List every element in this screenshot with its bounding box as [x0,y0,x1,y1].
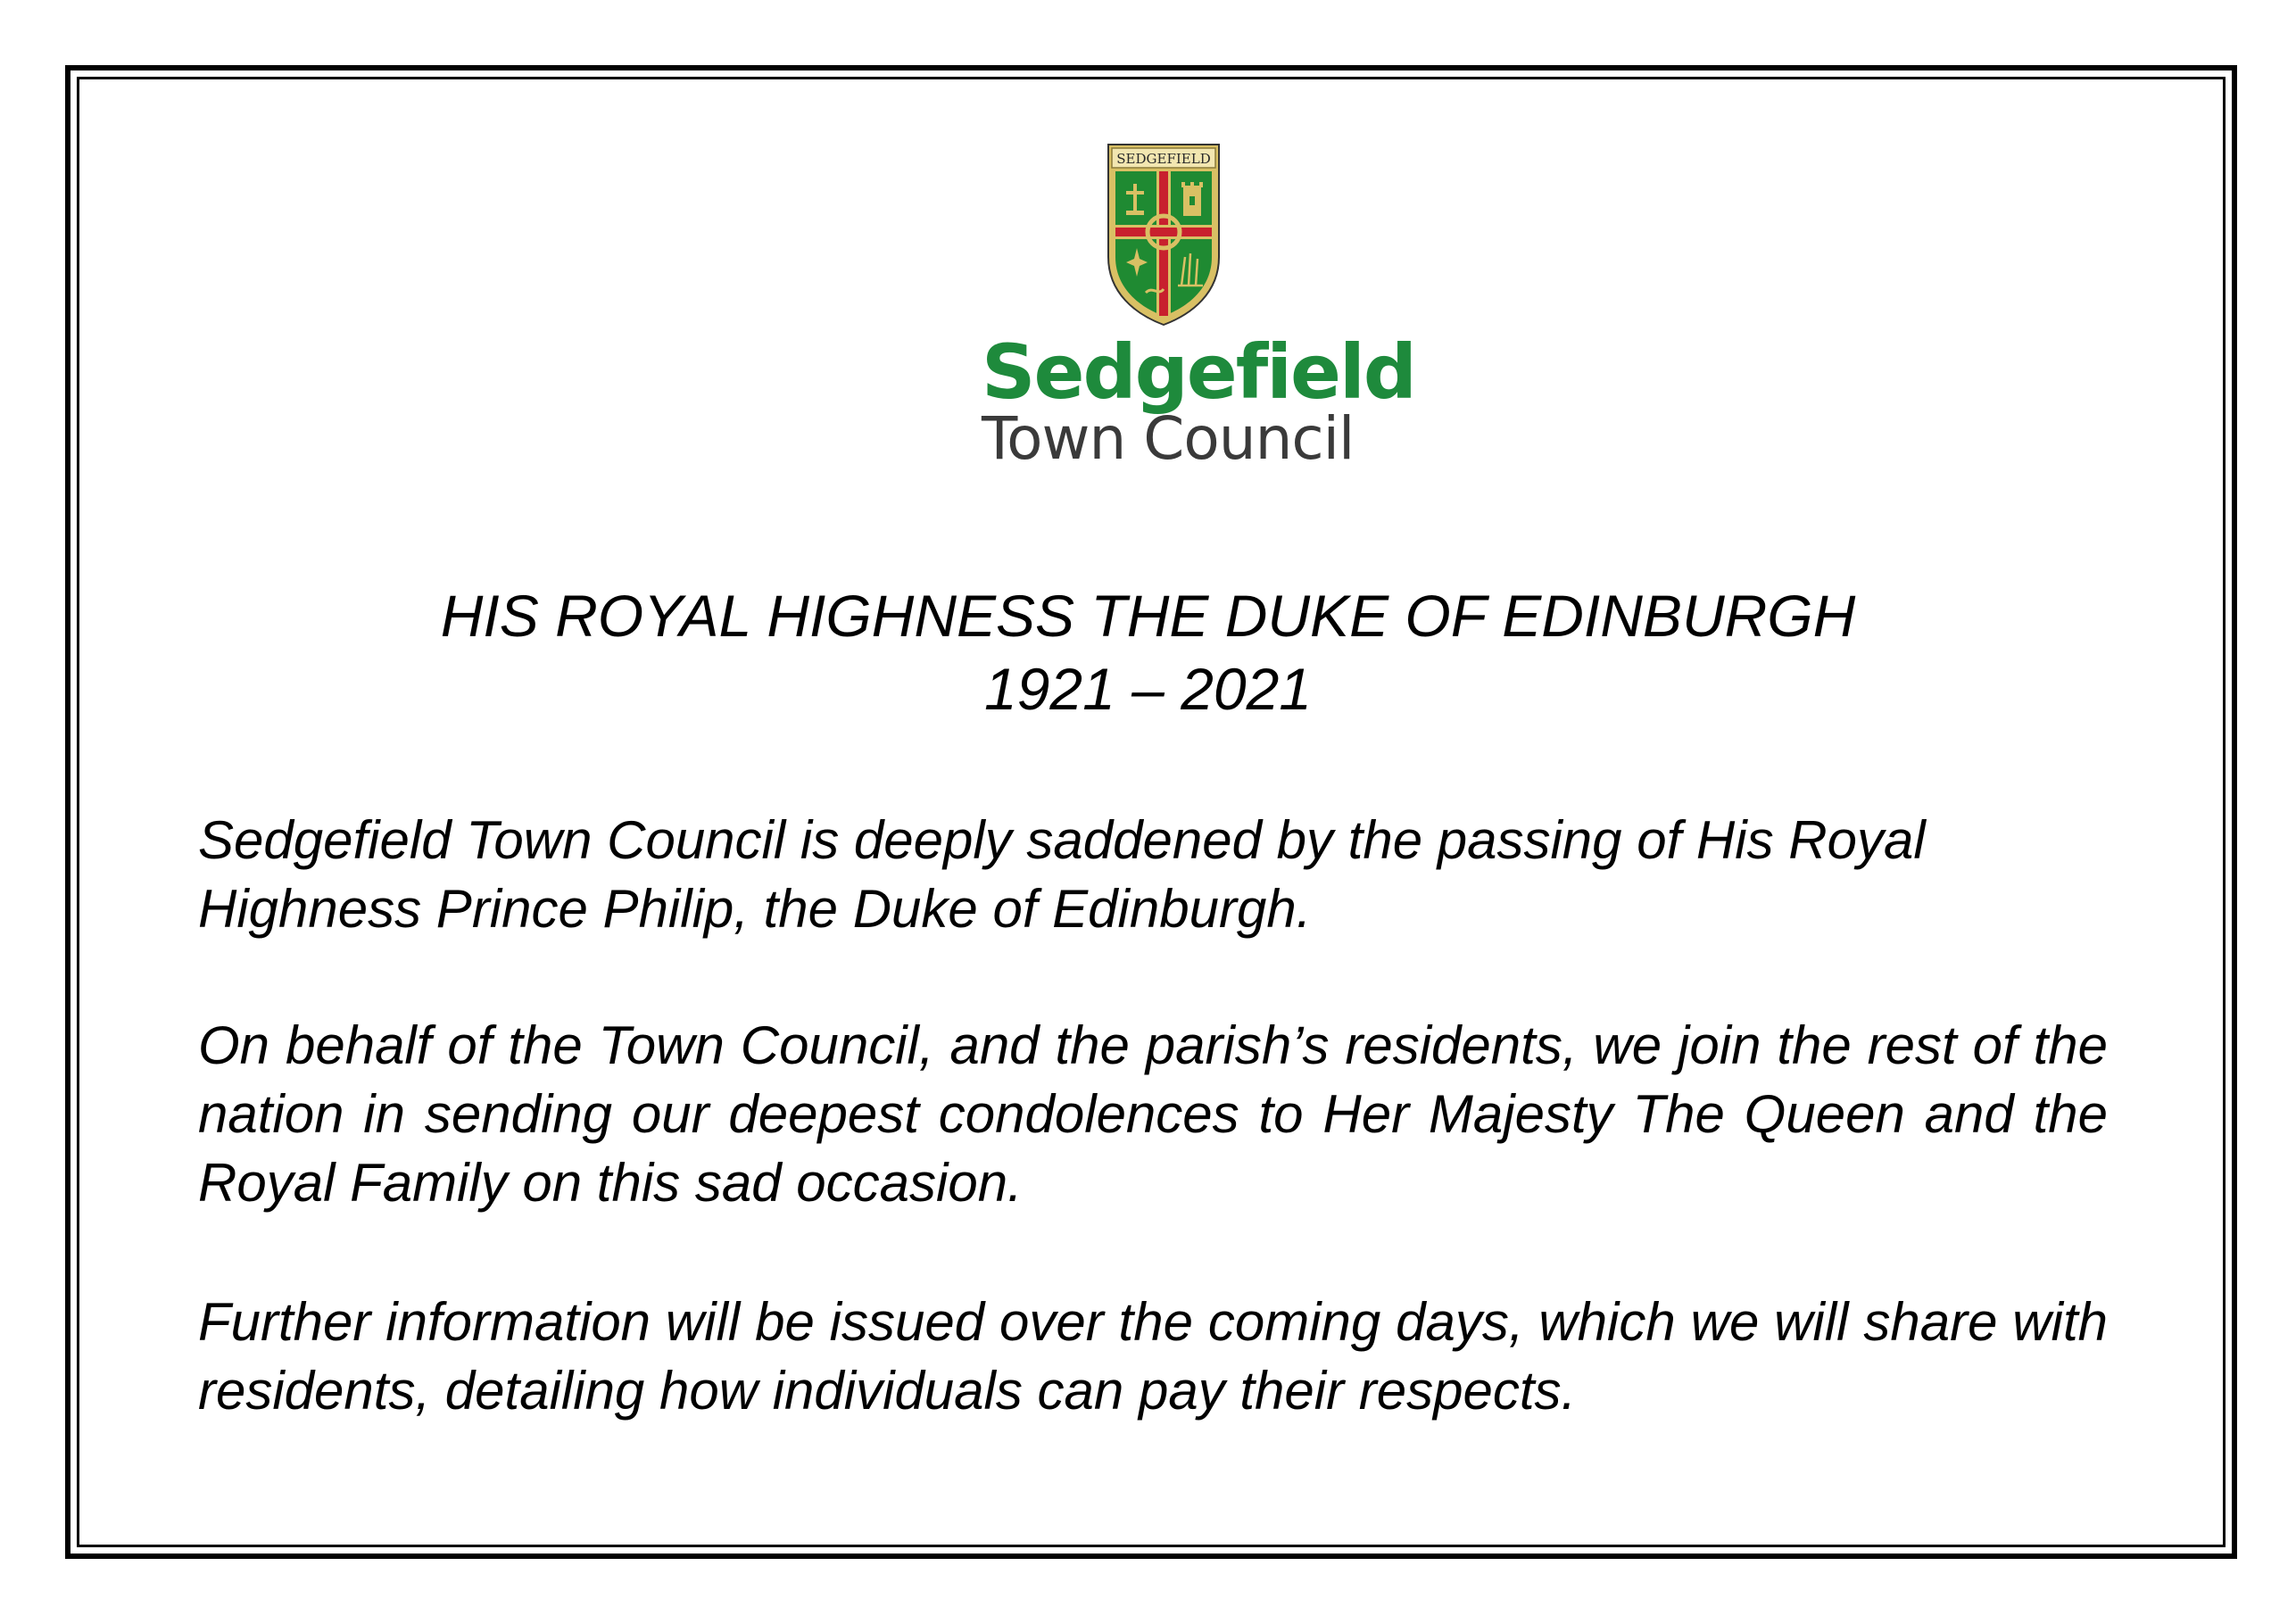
logo-name: Sedgefield [982,328,1415,416]
paragraph-condolence: Sedgefield Town Council is deeply saddened by the passing of His Royal Highness Prince Philip, the Duke of Edinburgh. [198,810,1926,939]
crest-banner-text: SEDGEFIELD [1116,151,1211,167]
logo-subtitle: Town Council [982,404,1355,473]
council-crest-icon [1105,143,1223,327]
notice-title: HIS ROYAL HIGHNESS THE DUKE OF EDINBURGH [440,583,1856,649]
paragraph-behalf: On behalf of the Town Council, and the parish’s residents, we join the rest of the nation in sending our deepest condolences to Her Majesty The Queen and the Royal Family on this sad occasion. [198,1015,2108,1213]
notice-years: 1921 – 2021 [983,656,1313,722]
paragraph-further-info: Further information will be issued over the coming days, which we will share with residents, detailing how individuals can pay their respects. [198,1292,2108,1421]
